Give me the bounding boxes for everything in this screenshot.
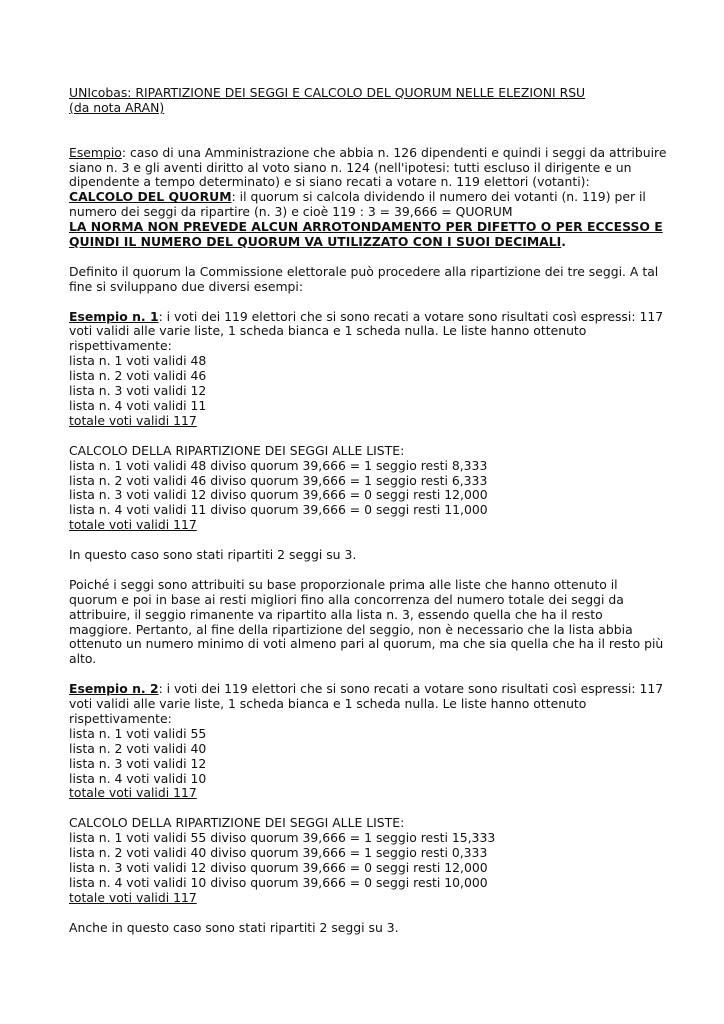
- document-page: [69, 86, 669, 936]
- calcolo-row: lista n. 2 voti validi 40 diviso quorum 39,666 = 1 seggio resti 0,333: [69, 845, 488, 861]
- list-item: lista n. 1 voti validi 55: [69, 725, 207, 741]
- calcolo-title: CALCOLO DELLA RIPARTIZIONE DEI SEGGI ALLE LISTE:: [69, 815, 405, 831]
- list-item: lista n. 4 voti validi 11: [69, 397, 207, 413]
- quorum-paragraph: CALCOLO DEL QUORUM: il quorum si calcola dividendo il numero dei votanti (n. 119) per il numero dei seggi da ripartire (n. 3) e cioè 119 : 3 = 39,666 = QUORUM: [69, 189, 646, 220]
- calcolo-total: totale voti validi 117: [69, 889, 197, 905]
- intro-paragraph: Esempio: caso di una Amministrazione che abbia n. 126 dipendenti e quindi i seggi da attribuire siano n. 3 e gli aventi diritto al voto siano n. 124 (nell'ipotesi: tutti escluso il dirigente e un dipendente a tempo determinato) e si siano recati a votare n. 119 elettori (votanti):: [69, 144, 667, 190]
- list-item: lista n. 2 voti validi 40: [69, 740, 207, 756]
- esempio1-paragraph: Esempio n. 1: i voti dei 119 elettori che si sono recati a votare sono risultati così espressi: 117 voti validi alle varie liste, 1 scheda bianca e 1 scheda nulla. Le liste hanno ottenuto rispettivamente:: [69, 308, 664, 354]
- calcolo-row: lista n. 3 voti validi 12 diviso quorum 39,666 = 0 seggi resti 12,000: [69, 487, 488, 503]
- calcolo-row: lista n. 4 voti validi 11 diviso quorum 39,666 = 0 seggi resti 11,000: [69, 502, 488, 518]
- poiche-paragraph: Poiché i seggi sono attribuiti su base proporzionale prima alle liste che hanno ottenuto il quorum e poi in base ai resti migliori fino alla concorrenza del numero totale dei seggi da attribuire, il seggio rimanente va ripartito alla lista n. 3, essendo quella che ha il resto maggiore. Pertanto, al fine della ripartizione del seggio, non è necessario che la lista abbia ottenuto un numero minimo di voti almeno pari al quorum, ma che sia quella che ha il resto più alto.: [69, 576, 664, 667]
- norma-paragraph: LA NORMA NON PREVEDE ALCUN ARROTONDAMENTO PER DIFETTO O PER ECCESSO E QUINDI IL NUMERO DEL QUORUM VA UTILIZZATO CON I SUOI DECIMALI.: [69, 219, 663, 250]
- calcolo-row: lista n. 4 voti validi 10 diviso quorum 39,666 = 0 seggi resti 10,000: [69, 874, 488, 890]
- calcolo-row: lista n. 1 voti validi 48 diviso quorum 39,666 = 1 seggio resti 8,333: [69, 457, 488, 473]
- list-total: totale voti validi 117: [69, 785, 197, 801]
- title-line-1: UNIcobas: RIPARTIZIONE DEI SEGGI E CALCOLO DEL QUORUM NELLE ELEZIONI RSU: [69, 85, 586, 100]
- calcolo-row: lista n. 2 voti validi 46 diviso quorum 39,666 = 1 seggio resti 6,333: [69, 472, 488, 488]
- intro-label: Esempio: [69, 144, 122, 160]
- esempio2-paragraph: Esempio n. 2: i voti dei 119 elettori che si sono recati a votare sono risultati così espressi: 117 voti validi alle varie liste, 1 scheda bianca e 1 scheda nulla. Le liste hanno ottenuto rispettivamente:: [69, 681, 664, 726]
- quorum-label: CALCOLO DEL QUORUM: [69, 189, 232, 205]
- list-item: lista n. 1 voti validi 48: [69, 353, 207, 369]
- list-item: lista n. 3 voti validi 12: [69, 755, 207, 771]
- esempio2-conclusion: Anche in questo caso sono stati ripartiti 2 seggi su 3.: [69, 919, 399, 935]
- list-item: lista n. 3 voti validi 12: [69, 383, 207, 399]
- calcolo-row: lista n. 3 voti validi 12 diviso quorum 39,666 = 0 seggi resti 12,000: [69, 860, 488, 875]
- list-item: lista n. 2 voti validi 46: [69, 368, 207, 384]
- definito-paragraph: Definito il quorum la Commissione elettorale può procedere alla ripartizione dei tre seggi. A tal fine si sviluppano due diversi esempi:: [69, 263, 659, 294]
- title-line-2: (da nota ARAN): [69, 99, 165, 115]
- calcolo-title: CALCOLO DELLA RIPARTIZIONE DEI SEGGI ALLE LISTE:: [69, 442, 405, 458]
- calcolo-total: totale voti validi 117: [69, 517, 197, 533]
- list-total: totale voti validi 117: [69, 412, 197, 428]
- esempio1-conclusion: In questo caso sono stati ripartiti 2 seggi su 3.: [69, 547, 357, 563]
- esempio1-label: Esempio n. 1: [69, 308, 159, 324]
- calcolo-row: lista n. 1 voti validi 55 diviso quorum 39,666 = 1 seggio resti 15,333: [69, 830, 496, 846]
- esempio2-label: Esempio n. 2: [69, 681, 159, 697]
- list-item: lista n. 4 voti validi 10: [69, 770, 207, 786]
